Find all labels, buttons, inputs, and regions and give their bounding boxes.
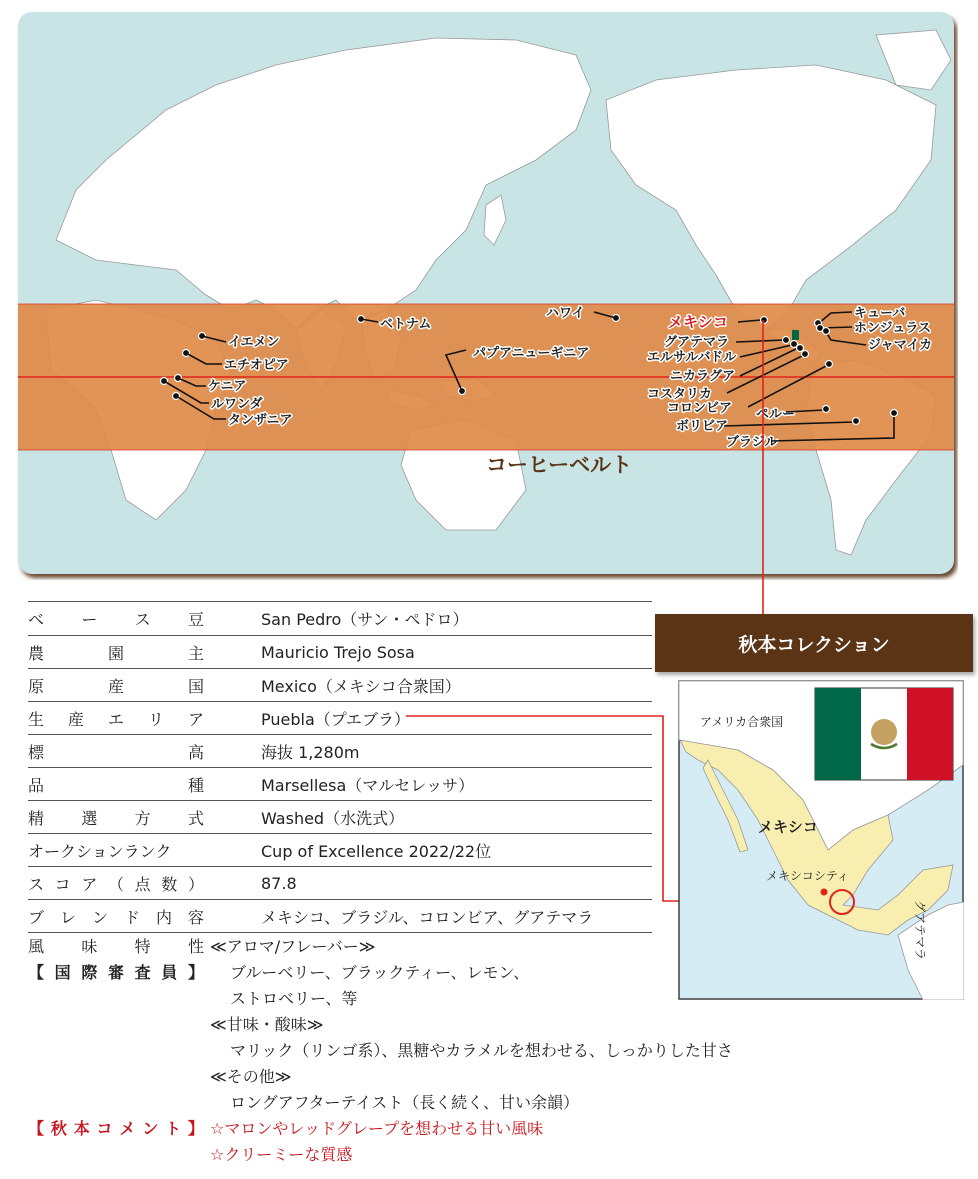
spec-label: オークションランク [28, 841, 172, 861]
label-tanzania: タンザニア [228, 413, 293, 428]
spec-value: 海抜 1,280m [261, 735, 652, 768]
spec-row-area [28, 702, 652, 735]
mexico-flag-marker [792, 330, 799, 340]
spec-value: メキシコ、ブラジル、コロンビア、グアテマラ [261, 900, 652, 933]
world-coffee-belt-map [16, 10, 958, 580]
label-colombia: コロンビア [667, 401, 733, 416]
aroma-line-1: ブルーベリー、ブラックティー、レモン、 [230, 963, 530, 982]
spec-label: ベ ー ス 豆 [28, 610, 204, 629]
label-guatemala: グアテマラ [664, 335, 730, 350]
spec-label: ス コ ア （ 点 数 ） [28, 874, 204, 894]
label-ethiopia: エチオピア [224, 358, 289, 373]
comment-label: 【 秋 本 コ メ ン ト 】 [28, 1119, 204, 1138]
spec-row-process [28, 801, 652, 834]
collection-banner: 秋本コレクション [655, 614, 973, 672]
label-yemen: イエメン [228, 335, 280, 350]
spec-value: Puebla（プエブラ） [261, 702, 652, 735]
spec-value: Washed（水洗式） [261, 801, 652, 834]
mexican-flag [815, 688, 953, 780]
label-vietnam: ベトナム [380, 317, 432, 332]
label-mexico-country: メキシコ [758, 818, 818, 836]
label-brazil: ブラジル [726, 435, 778, 450]
spec-row-variety [28, 768, 652, 801]
spec-label: 標 高 [28, 742, 204, 762]
aroma-line-2: ストロベリー、等 [230, 989, 358, 1008]
comment-line-1: ☆マロンやレッドグレープを想わせる甘い風味 [210, 1119, 544, 1138]
spec-row-score [28, 867, 652, 900]
label-peru: ペルー [756, 407, 796, 422]
spec-value: Cup of Excellence 2022/22位 [261, 834, 652, 867]
other-heading: ≪その他≫ [210, 1067, 292, 1086]
spec-label: 精 選 方 式 [28, 808, 204, 828]
spec-row-base-bean [28, 602, 652, 636]
spec-label: ブ レ ン ド 内 容 [28, 907, 204, 927]
label-honduras: ホンジュラス [854, 321, 932, 336]
label-cuba: キューバ [854, 306, 906, 321]
label-bolivia: ボリビア [676, 419, 729, 434]
sweet-heading: ≪甘味・酸味≫ [210, 1015, 324, 1034]
label-costa-rica: コスタリカ [647, 387, 712, 402]
label-nicaragua: ニカラグア [670, 369, 736, 384]
spec-row-blend [28, 900, 652, 933]
label-jamaica: ジャマイカ [868, 338, 933, 353]
spec-row-origin [28, 669, 652, 702]
spec-value: Mauricio Trejo Sosa [261, 636, 652, 669]
coffee-belt-title: コーヒーベルト [486, 453, 633, 477]
spec-value: Mexico（メキシコ合衆国） [261, 669, 652, 702]
flavor-label: 風 味 特 性 [28, 937, 204, 956]
spec-value: Marsellesa（マルセレッサ） [261, 768, 652, 801]
sweet-text: マリック（リンゴ系）、黒糖やカラメルを想わせる、しっかりした甘さ [230, 1041, 733, 1060]
aroma-heading: ≪アロマ/フレーバー≫ [210, 937, 376, 956]
spec-label: 農 園 主 [28, 643, 204, 663]
label-papua-new-guinea: パプアニューギニア [473, 346, 590, 361]
label-mexico: メキシコ [668, 313, 728, 331]
other-text: ロングアフターテイスト（長く続く、甘い余韻） [230, 1093, 579, 1112]
label-el-salvador: エルサルバドル [647, 350, 737, 365]
spec-value: San Pedro（サン・ペドロ） [261, 602, 652, 636]
spec-label: 生 産 エ リ ア [28, 709, 204, 729]
spec-row-auction [28, 834, 652, 867]
label-kenya: ケニア [208, 379, 247, 394]
label-mexico-city: メキシコシティ [766, 869, 849, 883]
spec-row-altitude [28, 735, 652, 768]
label-rwanda: ルワンダ [211, 397, 263, 412]
spec-table [28, 601, 652, 933]
flavor-section [28, 934, 928, 1168]
label-hawaii: ハワイ [546, 306, 585, 321]
spec-label: 原 産 国 [28, 676, 204, 696]
spec-value: 87.8 [261, 867, 652, 900]
spec-label: 品 種 [28, 775, 204, 795]
label-guatemala-mm: グアテマラ [913, 900, 927, 961]
label-usa: アメリカ合衆国 [700, 715, 784, 729]
jury-label: 【 国 際 審 査 員 】 [28, 963, 204, 982]
comment-line-2: ☆クリーミーな質感 [210, 1145, 353, 1164]
spec-row-farmer [28, 636, 652, 669]
flag-emblem-icon [871, 719, 897, 745]
